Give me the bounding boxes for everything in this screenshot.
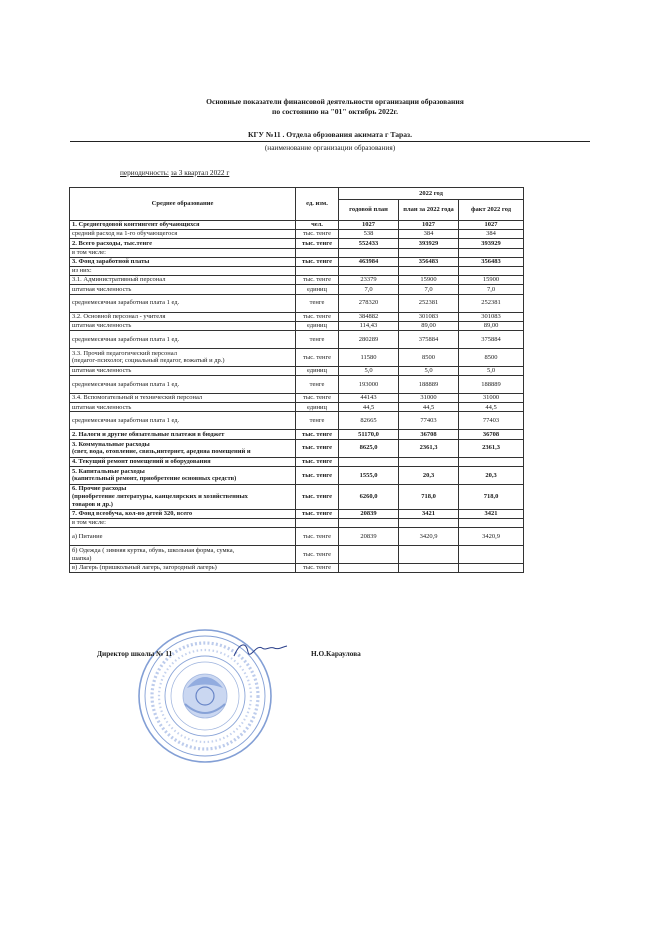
row-plan-cell: 44143 bbox=[339, 394, 399, 403]
table-row bbox=[70, 285, 524, 294]
table-row bbox=[70, 439, 524, 457]
table-row bbox=[70, 403, 524, 412]
row-plan-cell bbox=[339, 564, 399, 573]
row-plan-period-cell: 301083 bbox=[399, 312, 459, 321]
row-unit-cell: тыс. тенге bbox=[296, 528, 339, 546]
row-plan-period-cell bbox=[399, 564, 459, 573]
row-name-cell bbox=[70, 394, 296, 403]
row-plan-cell: 7,0 bbox=[339, 285, 399, 294]
row-name-line: 2. Всего расходы, тыс.тенге bbox=[72, 239, 153, 247]
header-fact: факт 2022 год bbox=[459, 200, 524, 221]
row-plan-cell: 11580 bbox=[339, 348, 399, 366]
director-name: Н.О.Караулова bbox=[311, 649, 361, 658]
row-unit-cell bbox=[296, 519, 339, 528]
row-unit-cell: тенге bbox=[296, 412, 339, 430]
table-body bbox=[70, 221, 524, 573]
row-plan-period-cell: 89,00 bbox=[399, 321, 459, 330]
row-plan-cell: 463984 bbox=[339, 257, 399, 266]
row-fact-cell bbox=[459, 546, 524, 564]
row-plan-cell: 5,0 bbox=[339, 366, 399, 375]
row-plan-cell: 552433 bbox=[339, 239, 399, 248]
table-row bbox=[70, 230, 524, 239]
row-name-line: 2. Налоги и другие обязательные платежи в бюджет bbox=[72, 430, 225, 438]
row-plan-cell bbox=[339, 546, 399, 564]
row-plan-cell: 82665 bbox=[339, 412, 399, 430]
row-plan-period-cell: 20,3 bbox=[399, 466, 459, 484]
row-name-line: 3. Коммунальные расходы bbox=[72, 440, 150, 448]
row-unit-cell: тыс. тенге bbox=[296, 276, 339, 285]
row-plan-period-cell: 252381 bbox=[399, 294, 459, 312]
row-plan-cell: 51170,0 bbox=[339, 430, 399, 439]
header-name: Среднее образование bbox=[70, 188, 296, 221]
row-unit-cell: тыс. тенге bbox=[296, 509, 339, 518]
row-fact-cell: 301083 bbox=[459, 312, 524, 321]
row-plan-period-cell: 5,0 bbox=[399, 366, 459, 375]
row-fact-cell: 7,0 bbox=[459, 285, 524, 294]
row-fact-cell bbox=[459, 519, 524, 528]
row-name-cell bbox=[70, 403, 296, 412]
row-plan-cell: 20839 bbox=[339, 528, 399, 546]
row-plan-cell: 280289 bbox=[339, 330, 399, 348]
row-fact-cell: 20,3 bbox=[459, 466, 524, 484]
row-plan-period-cell: 15900 bbox=[399, 276, 459, 285]
row-name-cell bbox=[70, 484, 296, 509]
row-plan-cell: 1027 bbox=[339, 221, 399, 230]
financial-table bbox=[69, 187, 524, 573]
row-name-line: (педагог-психолог, социальный педагог, вожатый и др.) bbox=[72, 357, 225, 365]
table-row bbox=[70, 546, 524, 564]
row-fact-cell: 3421 bbox=[459, 509, 524, 518]
row-name-cell bbox=[70, 348, 296, 366]
row-unit-cell: тыс. тенге bbox=[296, 394, 339, 403]
row-plan-period-cell bbox=[399, 457, 459, 466]
row-plan-period-cell: 31000 bbox=[399, 394, 459, 403]
row-plan-cell bbox=[339, 457, 399, 466]
row-plan-cell: 23379 bbox=[339, 276, 399, 285]
header-plan: годовой план bbox=[339, 200, 399, 221]
table-row bbox=[70, 294, 524, 312]
row-plan-cell: 193000 bbox=[339, 376, 399, 394]
row-plan-cell: 278320 bbox=[339, 294, 399, 312]
table-row bbox=[70, 466, 524, 484]
row-plan-cell: 384882 bbox=[339, 312, 399, 321]
table-row bbox=[70, 239, 524, 248]
row-fact-cell: 393929 bbox=[459, 239, 524, 248]
row-plan-period-cell: 44,5 bbox=[399, 403, 459, 412]
row-unit-cell: тыс. тенге bbox=[296, 466, 339, 484]
header-plan-period: план за 2022 года bbox=[399, 200, 459, 221]
row-fact-cell: 44,5 bbox=[459, 403, 524, 412]
row-name-cell bbox=[70, 257, 296, 266]
row-fact-cell: 375884 bbox=[459, 330, 524, 348]
organization-caption: (наименование организации образования) bbox=[264, 143, 396, 152]
row-name-cell bbox=[70, 266, 296, 275]
row-plan-cell: 8625,0 bbox=[339, 439, 399, 457]
row-name-line: в) Лагерь (пришкольный лагерь, загородный лагерь) bbox=[72, 564, 217, 572]
row-plan-period-cell bbox=[399, 266, 459, 275]
row-name-line: 3. Фонд заработной платы bbox=[72, 258, 150, 266]
row-name-line: средний расход на 1-го обучающегося bbox=[72, 230, 178, 238]
table-row bbox=[70, 484, 524, 509]
row-name-line: штатная численность bbox=[72, 285, 132, 293]
row-name-cell bbox=[70, 430, 296, 439]
row-plan-cell: 6260,0 bbox=[339, 484, 399, 509]
row-name-line: товаров и др.) bbox=[72, 500, 113, 508]
row-unit-cell: тыс. тенге bbox=[296, 546, 339, 564]
table-row bbox=[70, 348, 524, 366]
row-name-cell bbox=[70, 312, 296, 321]
period-label: периодичность: bbox=[120, 168, 169, 177]
row-unit-cell: тенге bbox=[296, 294, 339, 312]
table-row bbox=[70, 519, 524, 528]
row-name-cell bbox=[70, 294, 296, 312]
table-row bbox=[70, 276, 524, 285]
row-plan-period-cell: 8500 bbox=[399, 348, 459, 366]
row-unit-cell: тыс. тенге bbox=[296, 239, 339, 248]
row-fact-cell: 252381 bbox=[459, 294, 524, 312]
row-plan-cell bbox=[339, 266, 399, 275]
row-fact-cell bbox=[459, 457, 524, 466]
row-name-cell bbox=[70, 546, 296, 564]
row-name-cell bbox=[70, 248, 296, 257]
row-plan-period-cell: 2361,3 bbox=[399, 439, 459, 457]
row-plan-period-cell: 384 bbox=[399, 230, 459, 239]
row-plan-cell: 1555,0 bbox=[339, 466, 399, 484]
row-plan-period-cell: 3420,9 bbox=[399, 528, 459, 546]
row-unit-cell: тыс. тенге bbox=[296, 312, 339, 321]
row-name-cell bbox=[70, 366, 296, 375]
organization-underline bbox=[70, 141, 590, 142]
title-line-2: по состоянию на "01" октябрь 2022г. bbox=[272, 107, 398, 116]
row-unit-cell: тыс. тенге bbox=[296, 484, 339, 509]
row-name-line: среднемесячная заработная плата 1 ед. bbox=[72, 380, 180, 388]
row-name-line: 3.2. Основной персонал - учителя bbox=[72, 312, 166, 320]
row-name-line: 1. Среднегодовой контингент обучающихся bbox=[72, 221, 200, 229]
row-plan-period-cell: 36708 bbox=[399, 430, 459, 439]
row-name-line: а) Питание bbox=[72, 532, 103, 540]
row-fact-cell: 188889 bbox=[459, 376, 524, 394]
row-plan-cell bbox=[339, 519, 399, 528]
row-fact-cell: 8500 bbox=[459, 348, 524, 366]
row-unit-cell: единиц bbox=[296, 366, 339, 375]
row-name-line: 3.4. Вспомогательный и технический персонал bbox=[72, 394, 203, 402]
row-name-cell bbox=[70, 509, 296, 518]
row-unit-cell: тыс. тенге bbox=[296, 564, 339, 573]
table-row bbox=[70, 248, 524, 257]
table-row bbox=[70, 330, 524, 348]
row-name-cell bbox=[70, 528, 296, 546]
row-fact-cell: 31000 bbox=[459, 394, 524, 403]
table-row bbox=[70, 257, 524, 266]
document-title bbox=[100, 97, 570, 117]
row-name-cell bbox=[70, 276, 296, 285]
row-name-line: шапка) bbox=[72, 554, 92, 562]
row-plan-period-cell: 718,0 bbox=[399, 484, 459, 509]
table-row bbox=[70, 509, 524, 518]
row-fact-cell: 718,0 bbox=[459, 484, 524, 509]
row-name-cell bbox=[70, 519, 296, 528]
row-plan-cell: 20839 bbox=[339, 509, 399, 518]
row-name-cell bbox=[70, 330, 296, 348]
row-plan-cell: 44,5 bbox=[339, 403, 399, 412]
row-name-line: 5. Капитальные расходы bbox=[72, 467, 145, 475]
row-name-line: 6. Прочие расходы bbox=[72, 485, 127, 493]
row-plan-period-cell bbox=[399, 248, 459, 257]
row-unit-cell: тыс. тенге bbox=[296, 348, 339, 366]
row-plan-period-cell: 3421 bbox=[399, 509, 459, 518]
row-plan-period-cell: 77403 bbox=[399, 412, 459, 430]
period-line bbox=[120, 168, 229, 177]
period-value: за 3 квартал 2022 г bbox=[170, 168, 230, 177]
director-label: Директор школы № 11 bbox=[97, 649, 173, 658]
row-name-line: в том числе: bbox=[72, 519, 106, 527]
organization-name: КГУ №11 . Отдела обрзования акимата г Тараз. bbox=[248, 130, 412, 139]
row-fact-cell: 15900 bbox=[459, 276, 524, 285]
row-unit-cell: чел. bbox=[296, 221, 339, 230]
row-fact-cell: 5,0 bbox=[459, 366, 524, 375]
row-name-line: 4. Текущий ремонт помещений и оборудования bbox=[72, 457, 211, 465]
table-row bbox=[70, 430, 524, 439]
row-name-line: среднемесячная заработная плата 1 ед. bbox=[72, 335, 180, 343]
header-year: 2022 год bbox=[339, 188, 524, 200]
row-plan-cell: 114,43 bbox=[339, 321, 399, 330]
row-fact-cell: 89,00 bbox=[459, 321, 524, 330]
row-fact-cell: 3420,9 bbox=[459, 528, 524, 546]
row-name-line: среднемесячная заработная плата 1 ед. bbox=[72, 299, 180, 307]
row-name-line: 3.1. Административный персонал bbox=[72, 276, 166, 284]
row-name-cell bbox=[70, 412, 296, 430]
row-fact-cell: 36708 bbox=[459, 430, 524, 439]
row-name-cell bbox=[70, 564, 296, 573]
table-row bbox=[70, 266, 524, 275]
row-unit-cell: тыс. тенге bbox=[296, 230, 339, 239]
row-unit-cell bbox=[296, 266, 339, 275]
row-unit-cell: тыс. тенге bbox=[296, 430, 339, 439]
row-name-line: (приобретение литературы, канцелярских и хозяйственных bbox=[72, 493, 248, 501]
table-row bbox=[70, 457, 524, 466]
row-name-line: штатная численность bbox=[72, 367, 132, 375]
row-fact-cell: 77403 bbox=[459, 412, 524, 430]
row-name-line: штатная численность bbox=[72, 321, 132, 329]
row-name-line: в том числе: bbox=[72, 248, 106, 256]
row-name-cell bbox=[70, 439, 296, 457]
row-fact-cell bbox=[459, 248, 524, 257]
table-row bbox=[70, 376, 524, 394]
row-name-line: из них: bbox=[72, 267, 92, 275]
row-unit-cell bbox=[296, 248, 339, 257]
row-unit-cell: единиц bbox=[296, 285, 339, 294]
row-plan-period-cell: 375884 bbox=[399, 330, 459, 348]
row-name-cell bbox=[70, 285, 296, 294]
row-name-cell bbox=[70, 230, 296, 239]
table-row bbox=[70, 412, 524, 430]
table-row bbox=[70, 528, 524, 546]
row-fact-cell: 2361,3 bbox=[459, 439, 524, 457]
row-plan-period-cell: 7,0 bbox=[399, 285, 459, 294]
row-name-cell bbox=[70, 239, 296, 248]
row-unit-cell: тыс. тенге bbox=[296, 457, 339, 466]
header-unit: ед. изм. bbox=[296, 188, 339, 221]
row-unit-cell: единиц bbox=[296, 403, 339, 412]
row-name-line: 7. Фонд всеобуча, кол-во детей 320, всего bbox=[72, 510, 193, 518]
table-row bbox=[70, 221, 524, 230]
row-name-cell bbox=[70, 466, 296, 484]
row-name-line: штатная численность bbox=[72, 403, 132, 411]
row-name-cell bbox=[70, 457, 296, 466]
row-plan-period-cell: 188889 bbox=[399, 376, 459, 394]
row-plan-period-cell: 356483 bbox=[399, 257, 459, 266]
row-fact-cell bbox=[459, 266, 524, 275]
row-plan-period-cell: 1027 bbox=[399, 221, 459, 230]
row-fact-cell: 384 bbox=[459, 230, 524, 239]
table-row bbox=[70, 312, 524, 321]
row-name-cell bbox=[70, 221, 296, 230]
row-fact-cell: 356483 bbox=[459, 257, 524, 266]
row-name-line: 3.3. Прочий педагогический персонал bbox=[72, 349, 177, 357]
row-plan-period-cell bbox=[399, 546, 459, 564]
row-name-cell bbox=[70, 376, 296, 394]
row-unit-cell: тыс. тенге bbox=[296, 439, 339, 457]
row-plan-cell bbox=[339, 248, 399, 257]
row-unit-cell: тенге bbox=[296, 330, 339, 348]
table-row bbox=[70, 321, 524, 330]
table-row bbox=[70, 564, 524, 573]
row-unit-cell: тыс. тенге bbox=[296, 257, 339, 266]
director-signature bbox=[230, 638, 290, 662]
row-fact-cell bbox=[459, 564, 524, 573]
row-name-cell bbox=[70, 321, 296, 330]
row-plan-cell: 538 bbox=[339, 230, 399, 239]
row-plan-period-cell: 393929 bbox=[399, 239, 459, 248]
table-row bbox=[70, 394, 524, 403]
row-name-line: среднемесячная заработная плата 1 ед. bbox=[72, 417, 180, 425]
row-unit-cell: тенге bbox=[296, 376, 339, 394]
row-fact-cell: 1027 bbox=[459, 221, 524, 230]
title-line-1: Основные показатели финансовой деятельности организации образования bbox=[206, 97, 464, 106]
row-unit-cell: единиц bbox=[296, 321, 339, 330]
row-name-line: (свет, вода, отопление, связь,интернет, аредняа помещений и bbox=[72, 448, 251, 456]
row-plan-period-cell bbox=[399, 519, 459, 528]
table-row bbox=[70, 366, 524, 375]
row-name-line: (капительный ремонт, приобретение основных средств) bbox=[72, 475, 237, 483]
row-name-line: б) Одежда ( зимняя куртка, обувь, школьная форма, сумка, bbox=[72, 547, 235, 555]
